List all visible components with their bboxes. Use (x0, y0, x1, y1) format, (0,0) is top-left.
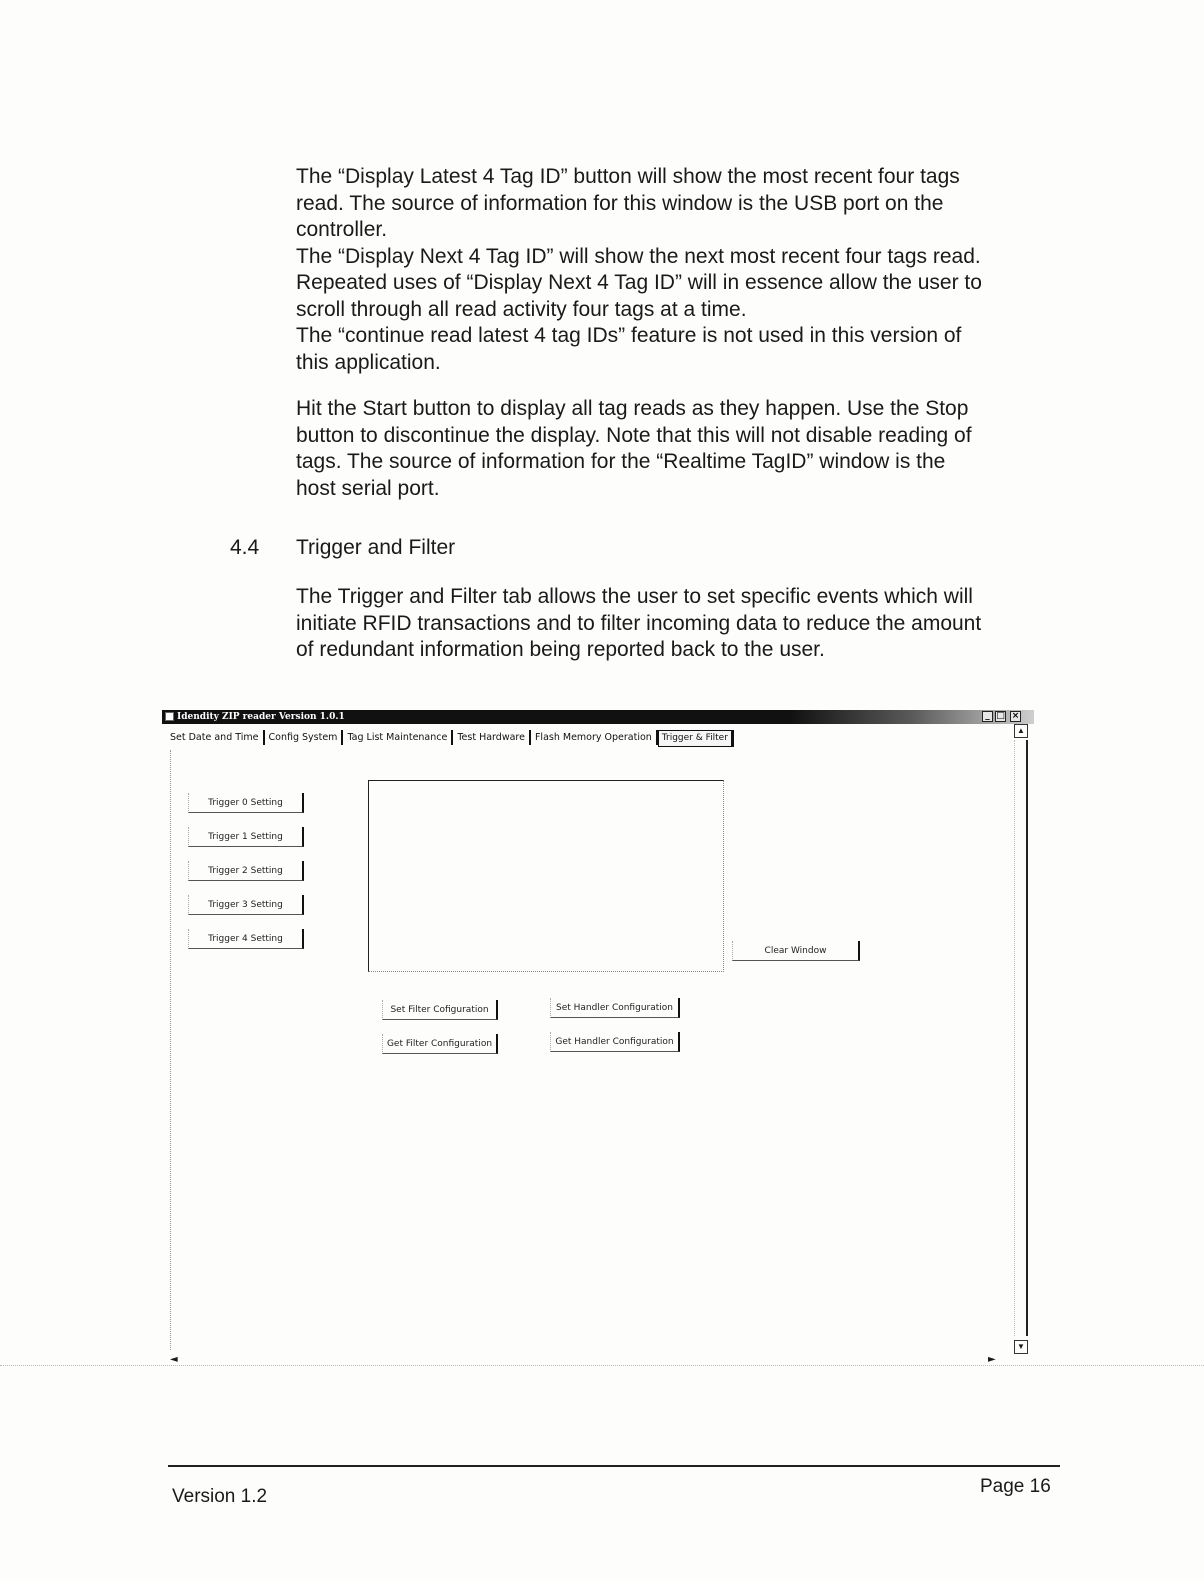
window-titlebar (162, 710, 1034, 724)
text-line: Hit the Start button to display all tag reads as they happen. Use the Stop (296, 397, 969, 420)
set-filter-configuration-button[interactable]: Set Filter Cofiguration (382, 1000, 498, 1020)
scroll-left-icon[interactable]: ◄ (170, 1354, 178, 1365)
text-line: The “Display Next 4 Tag ID” will show the next most recent four tags read. (296, 244, 981, 268)
tab-strip (166, 730, 734, 748)
section-title: Trigger and Filter (296, 536, 456, 559)
trigger-4-setting-button[interactable]: Trigger 4 Setting (188, 929, 304, 949)
text-line: read. The source of information for this window is the USB port on the (296, 191, 944, 215)
text-line: The “Display Latest 4 Tag ID” button will show the most recent four tags (296, 165, 960, 188)
app-window-screenshot (162, 710, 1034, 1370)
footer-version: Version 1.2 (172, 1486, 268, 1507)
tab-flash-memory-operation[interactable]: Flash Memory Operation (531, 730, 658, 745)
app-icon (165, 712, 174, 721)
minimize-icon[interactable]: _ (982, 711, 993, 722)
window-left-border (170, 750, 172, 1350)
text-line: scroll through all read activity four tags at a time. (296, 297, 747, 321)
footer-rule (168, 1465, 1060, 1467)
tab-config-system[interactable]: Config System (265, 730, 344, 745)
text-line: Repeated uses of “Display Next 4 Tag ID” will in essence allow the user to (296, 271, 982, 294)
trigger-output-textbox[interactable] (368, 780, 724, 972)
realtime-paragraph (296, 396, 1056, 502)
text-line: button to discontinue the display. Note that this will not disable reading of (296, 423, 972, 447)
clear-window-button[interactable]: Clear Window (732, 941, 860, 961)
trigger-filter-paragraph (296, 584, 1056, 664)
get-filter-configuration-button[interactable]: Get Filter Configuration (382, 1034, 498, 1054)
get-handler-configuration-button[interactable]: Get Handler Configuration (550, 1032, 680, 1052)
text-line: host serial port. (296, 476, 440, 500)
trigger-2-setting-button[interactable]: Trigger 2 Setting (188, 861, 304, 881)
tab-set-date-time[interactable]: Set Date and Time (166, 730, 265, 745)
intro-paragraph (296, 164, 1056, 376)
text-line: controller. (296, 218, 388, 241)
scroll-track[interactable] (1014, 740, 1028, 1336)
text-line: tags. The source of information for the “Realtime TagID” window is the (296, 450, 946, 473)
trigger-3-setting-button[interactable]: Trigger 3 Setting (188, 895, 304, 915)
trigger-1-setting-button[interactable]: Trigger 1 Setting (188, 827, 304, 847)
close-icon[interactable]: × (1011, 711, 1020, 721)
text-line: The Trigger and Filter tab allows the user to set specific events which will (296, 585, 973, 608)
text-line: of redundant information being reported back to the user. (296, 638, 825, 661)
maximize-icon[interactable]: □ (996, 711, 1005, 721)
text-line: initiate RFID transactions and to filter incoming data to reduce the amount (296, 611, 982, 635)
trigger-0-setting-button[interactable]: Trigger 0 Setting (188, 793, 304, 813)
text-line: The “continue read latest 4 tag IDs” feature is not used in this version of (296, 324, 962, 347)
text-line: this application. (296, 350, 441, 374)
window-title: Idendity ZIP reader Version 1.0.1 (177, 712, 345, 722)
page-number: Page 16 (980, 1476, 1051, 1497)
screenshot-bottom-edge (0, 1365, 1204, 1367)
scroll-down-icon[interactable]: ▼ (1014, 1340, 1028, 1354)
vertical-scrollbar[interactable] (1014, 724, 1030, 1354)
set-handler-configuration-button[interactable]: Set Handler Configuration (550, 998, 680, 1018)
scroll-up-icon[interactable]: ▲ (1014, 724, 1028, 738)
section-number: 4.4 (230, 536, 260, 559)
scroll-right-icon[interactable]: ► (988, 1354, 996, 1365)
tab-test-hardware[interactable]: Test Hardware (453, 730, 531, 745)
tab-trigger-filter[interactable]: Trigger & Filter (658, 730, 734, 747)
tab-tag-list-maintenance[interactable]: Tag List Maintenance (343, 730, 453, 745)
